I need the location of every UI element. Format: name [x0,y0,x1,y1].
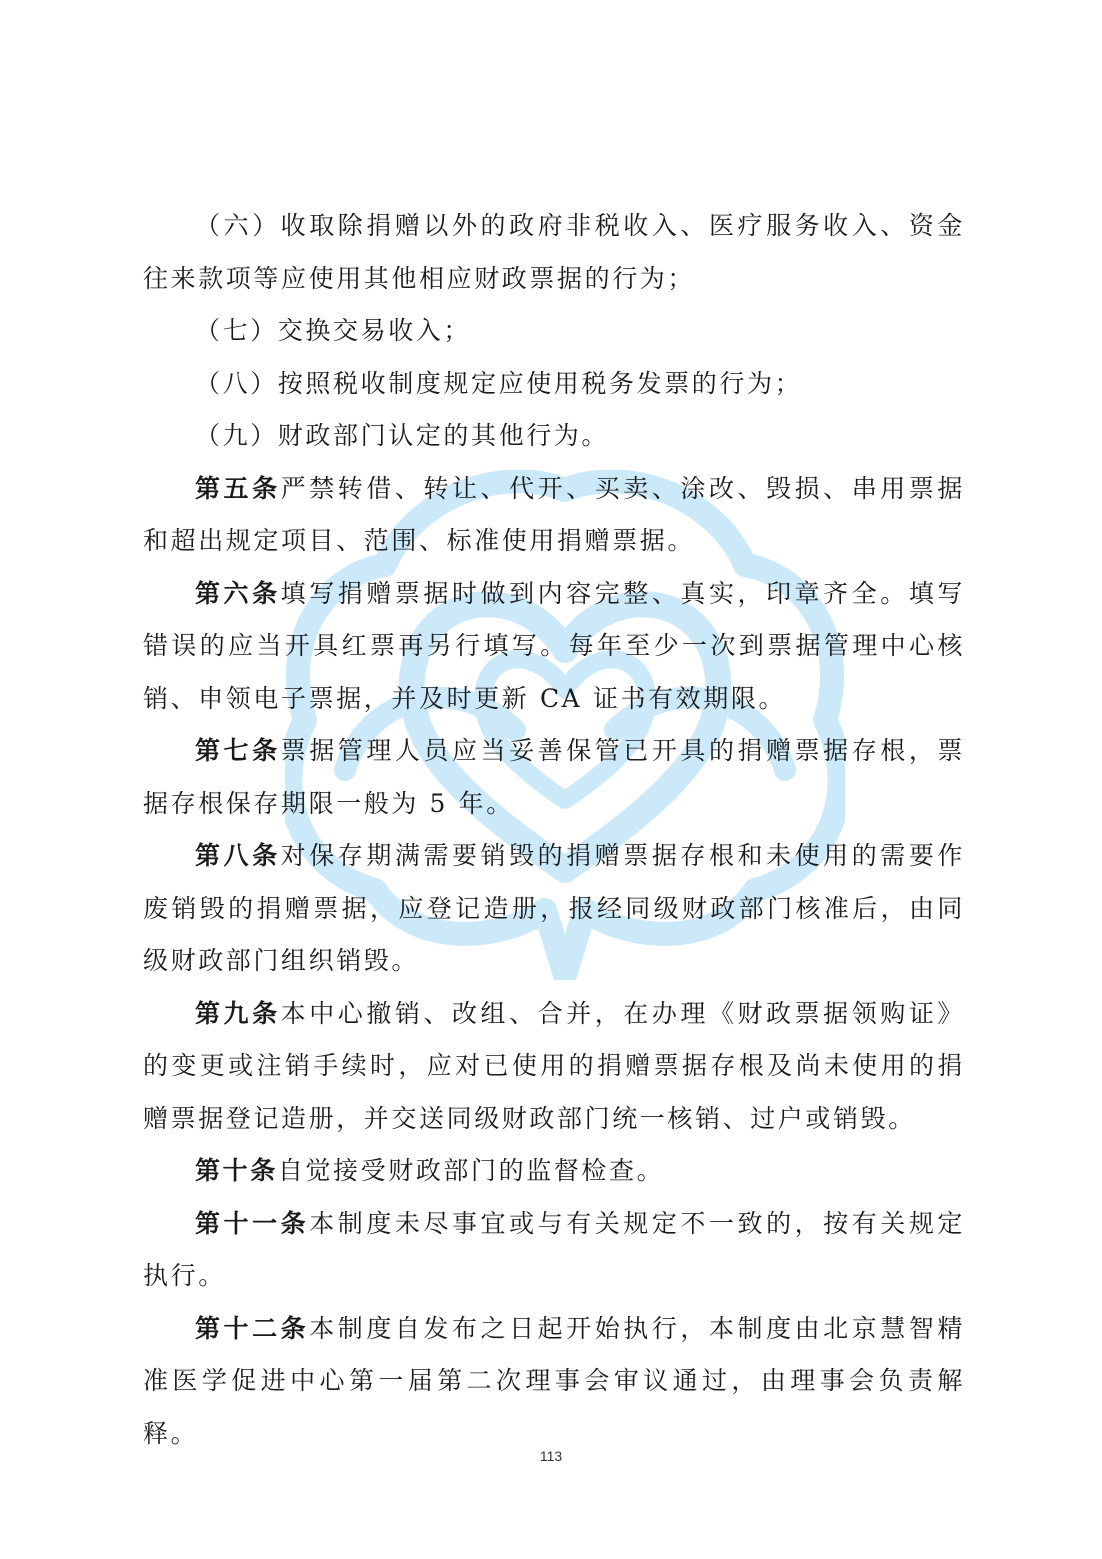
article-label: 第六条 [195,578,281,608]
paragraph-text: 填写捐赠票据时做到内容完整、真实，印章齐全。填写错误的应当开具红票再另行填写。每年至少一次到票据管理中心核销、申领电子票据，并及时更新 CA 证书有效期限。 [143,578,965,713]
article-label: 第九条 [195,998,281,1028]
paragraph-7 [143,305,965,358]
paragraph-8 [143,358,965,411]
article-7 [143,725,965,830]
paragraph-text: 本制度未尽事宜或与有关规定不一致的，按有关规定执行。 [143,1208,965,1290]
paragraph-text: 严禁转借、转让、代开、买卖、涂改、毁损、串用票据和超出规定项目、范围、标准使用捐赠票据。 [143,473,965,555]
article-label: 第五条 [195,473,281,503]
page-number: 113 [539,1448,563,1464]
article-label: 第七条 [195,736,281,765]
paragraph-text: （九）财政部门认定的其他行为。 [195,421,610,450]
article-label: 第十条 [195,1156,278,1185]
paragraph-text: 自觉接受财政部门的监督检查。 [277,1156,665,1185]
document-body [143,200,965,1460]
paragraph-text: 票据管理人员应当妥善保管已开具的捐赠票据存根，票据存根保存期限一般为 5 年。 [143,736,965,818]
paragraph-9 [143,410,965,463]
paragraph-text: 对保存期满需要销毁的捐赠票据存根和未使用的需要作废销毁的捐赠票据，应登记造册，报经同级财政部门核准后，由同级财政部门组织销毁。 [143,841,965,975]
paragraph-text: （六）收取除捐赠以外的政府非税收入、医疗服务收入、资金往来款项等应使用其他相应财政票据的行为； [143,211,965,293]
article-8 [143,830,965,988]
paragraph-6 [143,200,965,305]
article-label: 第八条 [195,841,281,870]
paragraph-text: （七）交换交易收入； [195,316,472,345]
paragraph-text: （八）按照税收制度规定应使用税务发票的行为； [195,368,803,398]
paragraph-text: 本中心撤销、改组、合并，在办理《财政票据领购证》的变更或注销手续时，应对已使用的捐赠票据存根及尚未使用的捐赠票据登记造册，并交送同级财政部门统一核销、过户或销毁。 [143,998,965,1133]
article-12 [143,1303,965,1461]
article-label: 第十一条 [195,1208,310,1238]
article-5 [143,463,965,568]
paragraph-text: 本制度自发布之日起开始执行，本制度由北京慧智精准医学促进中心第一届第二次理事会审议通过，由理事会负责解释。 [143,1313,965,1448]
article-10 [143,1145,965,1198]
article-11 [143,1198,965,1303]
article-9 [143,988,965,1146]
article-label: 第十二条 [195,1313,310,1343]
article-6 [143,568,965,726]
